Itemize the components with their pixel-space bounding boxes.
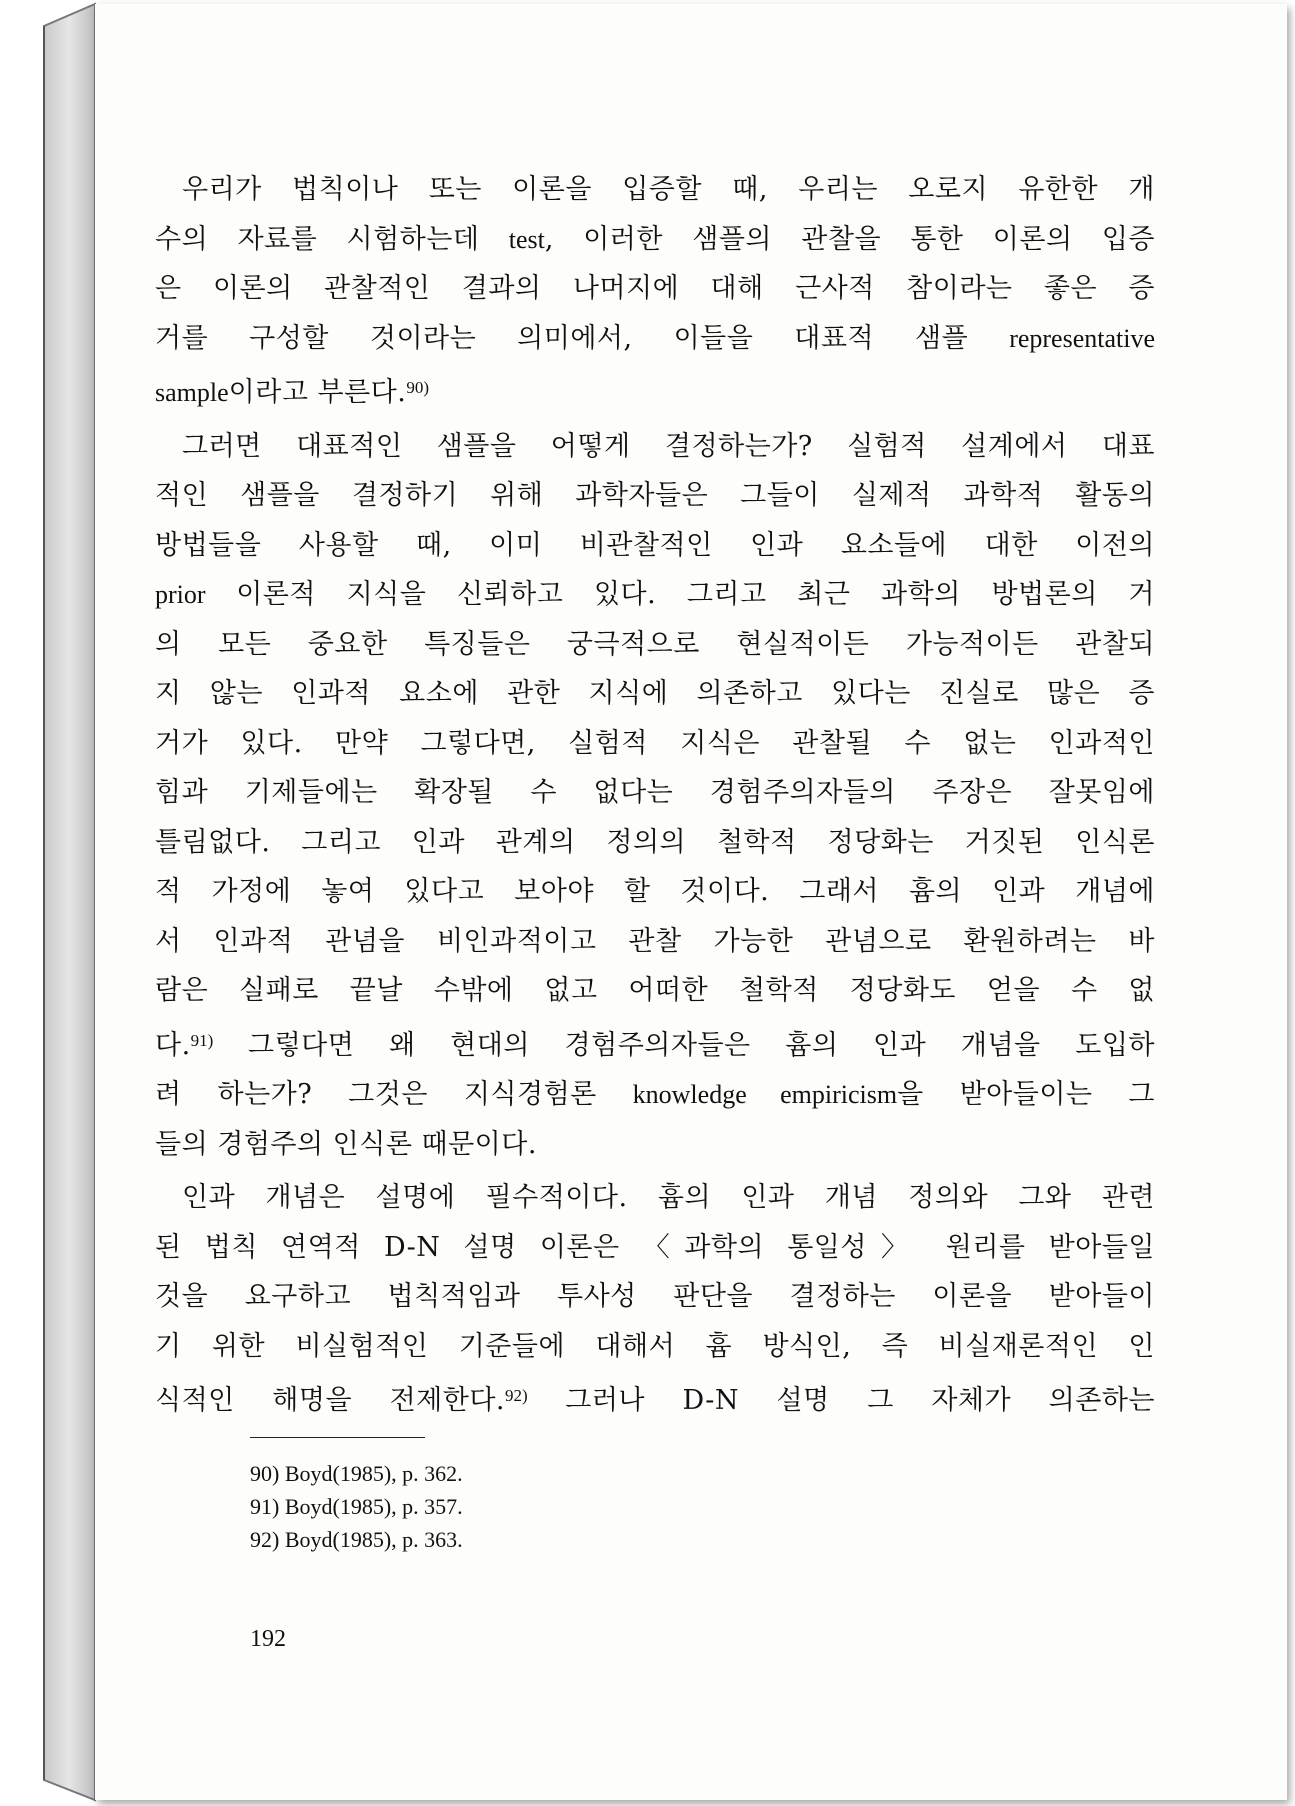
text-line: 기 위한 비실험적인 기준들에 대해서 흄 방식인, 즉 비실재론적인 인: [155, 1330, 1155, 1362]
text-line: 수의 자료를 시험하는데 test, 이러한 샘플의 관찰을 통한 이론의 입증: [155, 223, 1155, 255]
text-line: 그러면 대표적인 샘플을 어떻게 결정하는가? 실험적 설계에서 대표: [182, 430, 1155, 462]
paragraph-1: [155, 165, 1155, 418]
text-line: 거가 있다. 만약 그렇다면, 실험적 지식은 관찰될 수 없는 인과적인: [155, 727, 1155, 759]
text-line: sample이라고 부른다.$^{90)}$: [155, 377, 429, 408]
text-fragment: 그렇다면 왜 현대의 경험주의자들은 흄의 인과 개념을 도입하: [213, 1029, 1155, 1061]
text-line: prior 이론적 지식을 신뢰하고 있다. 그리고 최근 과학의 방법론의 거: [155, 579, 1155, 610]
text-line: 된 법칙 연역적 D-N 설명 이론은 〈과학의 통일성〉 원리를 받아들일: [155, 1231, 1155, 1263]
text-line: 우리가 법칙이나 또는 이론을 입증할 때, 우리는 오로지 유한한 개: [182, 174, 1155, 205]
text-line: [155, 1371, 1155, 1426]
inline-latin: knowledge empiricism: [632, 1080, 898, 1109]
text-line: 적 가정에 놓여 있다고 보아야 할 것이다. 그래서 흄의 인과 개념에: [155, 876, 1155, 907]
text-line: 거를 구성할 것이라는 의미에서, 이들을 대표적 샘플 representative: [155, 322, 1155, 354]
text-line: 려 하는가? 그것은 지식경험론 knowledge empiricism을 받아들이는 그: [155, 1079, 1155, 1110]
text-line: 은 이론의 관찰적인 결과의 나머지에 대해 근사적 참이라는 좋은 증: [155, 273, 1155, 304]
inline-latin: prior: [155, 580, 206, 609]
inline-latin: test: [508, 224, 545, 254]
inline-latin: sample: [155, 378, 229, 407]
footnote-92: 92) Boyd(1985), p. 363.: [250, 1527, 463, 1552]
paragraph-3: [155, 1173, 1155, 1426]
footnote-ref: 90): [406, 378, 429, 397]
text-line: 힘과 기제들에는 확장될 수 없다는 경험주의자들의 주장은 잘못임에: [155, 777, 1155, 808]
footnote-ref: 92): [505, 1386, 528, 1405]
text-line: [155, 1016, 1155, 1071]
text-fragment: 그러나 D-N 설명 그 자체가 의존하는: [527, 1385, 1155, 1416]
text-line: 적인 샘플을 결정하기 위해 과학자들은 그들이 실제적 과학적 활동의: [155, 480, 1155, 511]
footnote-91: 91) Boyd(1985), p. 357.: [250, 1494, 463, 1519]
text-line: 지 않는 인과적 요소에 관한 지식에 의존하고 있다는 진실로 많은 증: [155, 678, 1155, 709]
inline-latin: representative: [1009, 323, 1155, 353]
text-fragment: 식적인 해명을 전제한다.: [155, 1385, 506, 1416]
footnote-90: 90) Boyd(1985), p. 362.: [250, 1461, 463, 1486]
text-line: 서 인과적 관념을 비인과적이고 관찰 가능한 관념으로 환원하려는 바: [155, 925, 1155, 957]
text-fragment: 다.: [155, 1029, 191, 1061]
footnotes: [250, 1457, 463, 1556]
text-line: 의 모든 중요한 특징들은 궁극적으로 현실적이든 가능적이든 관찰되: [155, 628, 1155, 660]
text-line: 틀림없다. 그리고 인과 관계의 정의의 철학적 정당화는 거짓된 인식론: [155, 826, 1155, 858]
paragraph-2: [155, 422, 1155, 1170]
text-line: 인과 개념은 설명에 필수적이다. 흄의 인과 개념 정의와 그와 관련: [182, 1182, 1155, 1213]
footnote-ref: 91): [190, 1030, 214, 1050]
page-body: [155, 165, 1155, 1430]
footnote-divider: [250, 1437, 425, 1438]
text-line: 람은 실패로 끝날 수밖에 없고 어떠한 철학적 정당화도 얻을 수 없: [155, 975, 1155, 1006]
text-line: 들의 경험주의 인식론 때문이다.: [155, 1128, 537, 1160]
text-line: 방법들을 사용할 때, 이미 비관찰적인 인과 요소들에 대한 이전의: [155, 529, 1155, 561]
text-line: 것을 요구하고 법칙적임과 투사성 판단을 결정하는 이론을 받아들이: [155, 1281, 1155, 1312]
page-number: 192: [250, 1626, 286, 1652]
